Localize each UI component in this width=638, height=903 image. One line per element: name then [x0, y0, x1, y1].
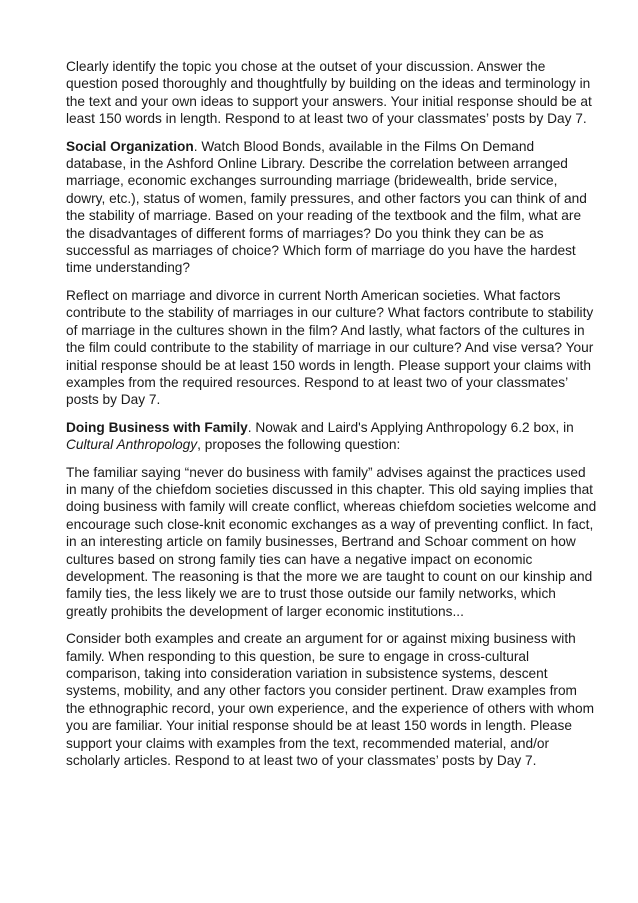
doing-business-paragraph	[66, 419, 598, 454]
quoted-passage-paragraph: The familiar saying “never do business with family” advises against the practices used in many of the chiefdom societies discussed in this chapter. This old saying implies that doing business with family will create conflict, whereas chiefdom societies welcome and encourage such close-knit economic exchanges as a way of preventing conflict. In fact, in an interesting article on family businesses, Bertrand and Schoar comment on how cultures based on strong family ties can have a negative impact on economic development. The reasoning is that the more we are taught to count on our kinship and family ties, the less likely we are to trust those outside our family networks, which greatly prohibits the development of larger economic institutions...	[66, 464, 597, 619]
document-page	[66, 58, 598, 779]
social-organization-heading: Social Organization	[66, 138, 194, 154]
instructions-paragraph: Clearly identify the topic you chose at the outset of your discussion. Answer the question posed thoroughly and thoughtfully by building on the ideas and terminology in the text and your own ideas to support your answers. Your initial response should be at least 150 words in length. Respond to at least two of your classmates’ posts by Day 7.	[66, 59, 592, 127]
doing-business-heading: Doing Business with Family	[66, 419, 248, 435]
social-organization-paragraph	[66, 138, 598, 277]
doing-business-body-before: . Nowak and Laird's Applying Anthropology 6.2 box, in	[247, 419, 574, 435]
argument-prompt-paragraph: Consider both examples and create an argument for or against mixing business with family. When responding to this question, be sure to engage in cross-cultural comparison, taking into consideration variation in subsistence systems, descent systems, mobility, and any other factors you consider pertinent. Draw examples from the ethnographic record, your own experience, and the experience of others with whom you are familiar. Your initial response should be at least 150 words in length. Please support your claims with examples from the text, recommended material, and/or scholarly articles. Respond to at least two of your classmates’ posts by Day 7.	[66, 631, 595, 769]
social-organization-body: . Watch Blood Bonds, available in the Films On Demand database, in the Ashford Online Library. Describe the correlation between arranged marriage, economic exchanges surrounding marriage (bridewealth, bride service, dowry, etc.), status of women, family pressures, and other factors you can think of and the stability of marriage. Based on your reading of the textbook and the film, what are the disadvantages of different forms of marriages? Do you think they can be as successful as marriages of choice? Which form of marriage do you have the hardest time understanding?	[66, 138, 587, 276]
doing-business-body-after: , proposes the following question:	[197, 437, 401, 453]
book-title: Cultural Anthropology	[66, 437, 198, 453]
reflection-paragraph: Reflect on marriage and divorce in current North American societies. What factors contribute to the stability of marriages in our culture? What factors contribute to stability of marriage in the cultures shown in the film? And lastly, what factors of the cultures in the film could contribute to the stability of marriage in our culture? And vise versa? Your initial response should be at least 150 words in length. Please support your claims with examples from the required resources. Respond to at least two of your classmates’ posts by Day 7.	[66, 287, 594, 408]
